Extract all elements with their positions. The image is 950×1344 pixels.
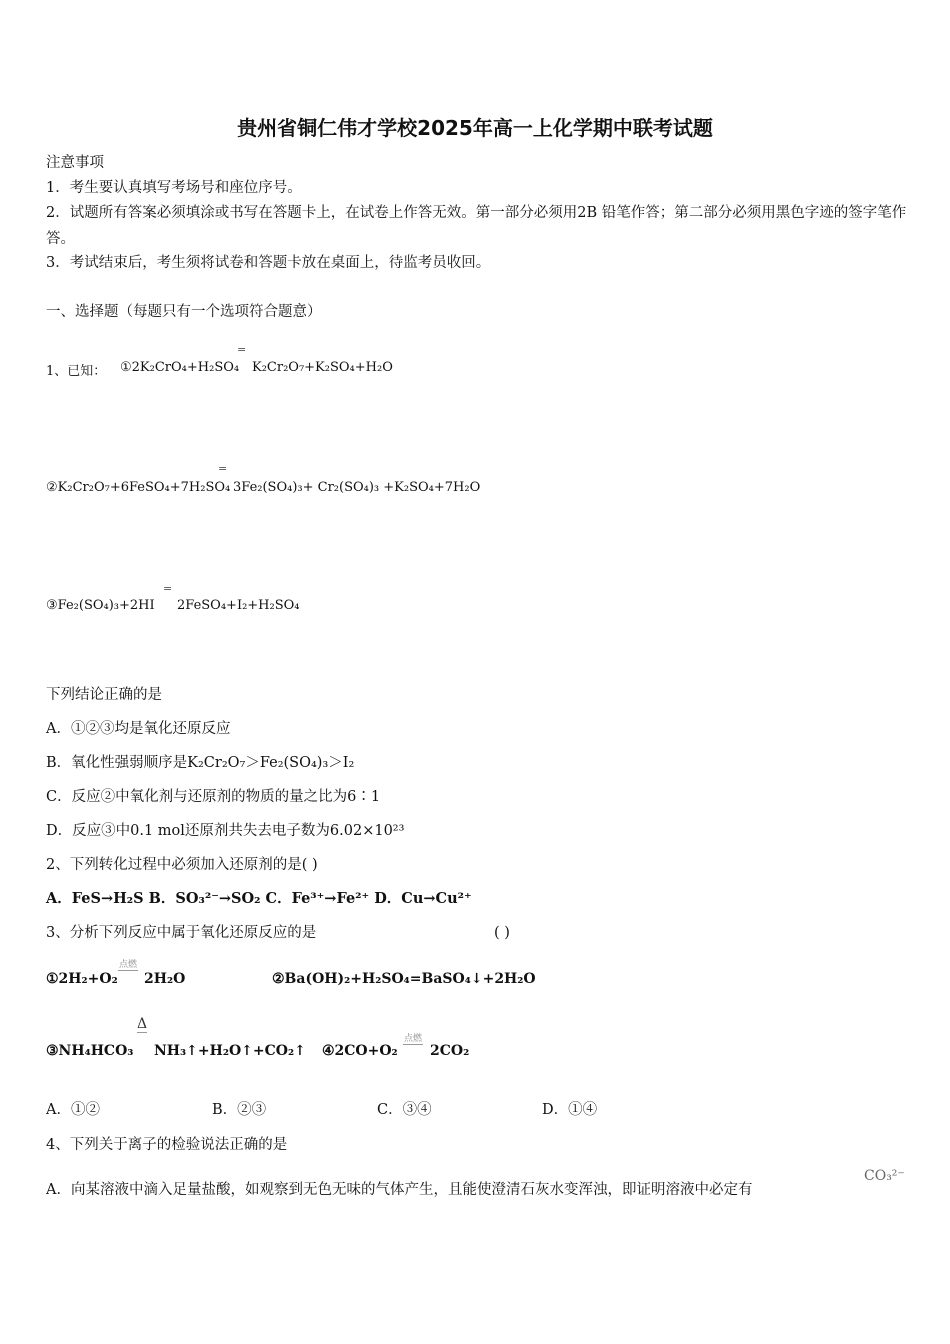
q3-cond-heat: Δ [137, 1016, 148, 1032]
q3-option-b: B．②③ [212, 1102, 267, 1118]
q3-reaction-2: ②Ba(OH)₂+H₂SO₄=BaSO₄↓+2H₂O [272, 971, 536, 987]
q3-cond-fire-1: 点燃 [118, 957, 138, 971]
q1-option-b: B．氧化性强弱顺序是K₂Cr₂O₇＞Fe₂(SO₄)₃＞I₂ [46, 755, 355, 771]
notice-item-1: 1．考生要认真填写考场号和座位序号。 [46, 180, 302, 196]
q1-reaction-3-right: 2FeSO₄+I₂+H₂SO₄ [177, 598, 300, 613]
q4-stem: 4、下列关于离子的检验说法正确的是 [46, 1137, 288, 1153]
q3-option-a: A．①② [46, 1102, 100, 1118]
page-title: 贵州省铜仁伟才学校2025年高一上化学期中联考试题 [237, 116, 713, 140]
q1-option-a: A．①②③均是氧化还原反应 [46, 721, 231, 737]
q3-option-d: D．①④ [542, 1102, 598, 1118]
q3-cond-fire-2: 点燃 [403, 1031, 423, 1045]
notice-heading: 注意事项 [46, 155, 104, 171]
q1-reaction-1-left: ①2K₂CrO₄+H₂SO₄ [120, 360, 240, 375]
q1-eq-sign-2: = [218, 462, 228, 475]
q3-reaction-4-right: 2CO₂ [430, 1043, 470, 1059]
q1-reaction-2-right: 3Fe₂(SO₄)₃+ Cr₂(SO₄)₃ +K₂SO₄+7H₂O [233, 480, 481, 495]
q3-stem: 3、分析下列反应中属于氧化还原反应的是 [46, 925, 317, 941]
q1-option-d: D．反应③中0.1 mol还原剂共失去电子数为6.02×10²³ [46, 823, 405, 839]
q1-option-c: C．反应②中氧化剂与还原剂的物质的量之比为6∶1 [46, 789, 381, 805]
q3-reaction-3-right: NH₃↑+H₂O↑+CO₂↑ [154, 1043, 306, 1059]
q3-option-c: C．③④ [377, 1102, 432, 1118]
q1-eq-sign-3: = [163, 582, 173, 595]
q1-eq-sign-1: = [237, 343, 247, 356]
notice-item-2: 2．试题所有答案必须填涂或书写在答题卡上，在试卷上作答无效。第一部分必须用2B 铅笔作答；第二部分必须用黑色字迹的签字笔作答。 [46, 205, 907, 247]
q1-stem: 下列结论正确的是 [46, 687, 162, 703]
q3-reaction-3-left: ③NH₄HCO₃ [46, 1043, 134, 1059]
q2-options: A．FeS→H₂S B．SO₃²⁻→SO₂ C．Fe³⁺→Fe²⁺ D．Cu→Cu²⁺ [46, 890, 472, 907]
section-heading: 一、选择题（每题只有一个选项符合题意） [46, 304, 322, 320]
q1-reaction-2-left: ②K₂Cr₂O₇+6FeSO₄+7H₂SO₄ [46, 480, 231, 495]
q1-reaction-3-left: ③Fe₂(SO₄)₃+2HI [46, 598, 155, 613]
q3-reaction-1-right: 2H₂O [144, 971, 186, 987]
q3-reaction-1-left: ①2H₂+O₂ [46, 971, 118, 987]
notice-item-3: 3．考试结束后，考生须将试卷和答题卡放在桌面上，待监考员收回。 [46, 255, 491, 271]
q3-reaction-4-left: ④2CO+O₂ [322, 1043, 398, 1059]
q1-reaction-1-right: K₂Cr₂O₇+K₂SO₄+H₂O [252, 360, 393, 375]
q4-ion: CO₃²⁻ [864, 1168, 905, 1184]
q1-prefix: 1、已知： [46, 364, 107, 379]
q2-stem: 2、下列转化过程中必须加入还原剂的是( ) [46, 857, 318, 873]
q4-option-a: A．向某溶液中滴入足量盐酸，如观察到无色无味的气体产生，且能使澄清石灰水变浑浊，即证明溶液中必定有 [46, 1182, 753, 1198]
q3-paren: ( ) [494, 925, 510, 941]
